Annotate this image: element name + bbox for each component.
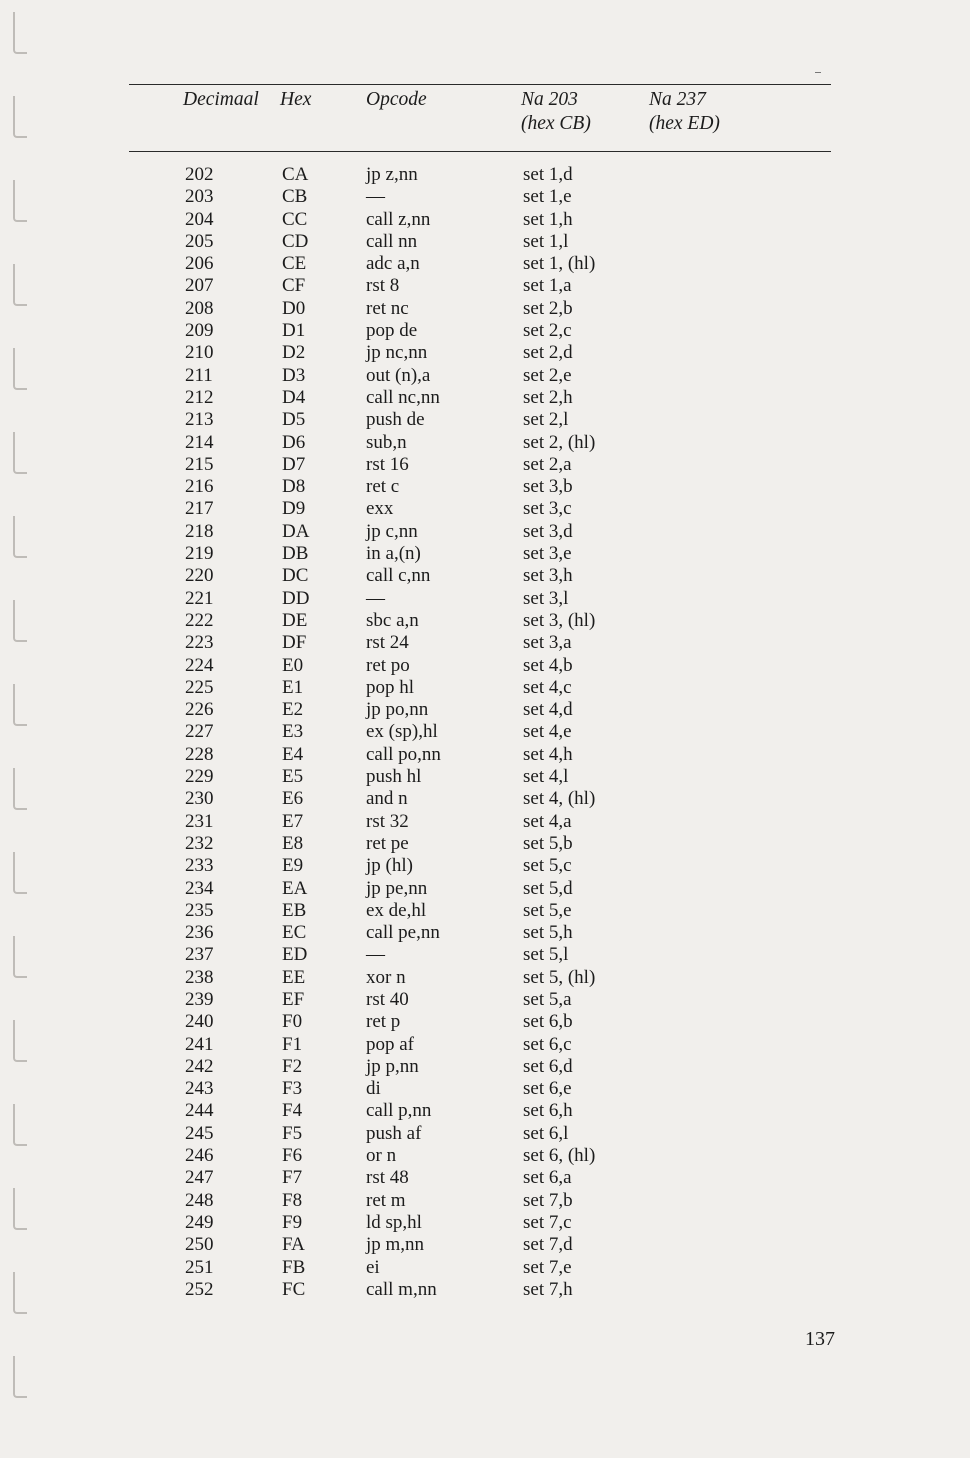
cell-opcode: pop de [366, 320, 418, 342]
cell-decimal: 207 [185, 275, 214, 297]
cell-after-cb: set 5,d [523, 877, 573, 899]
cell-after-cb: set 4, (hl) [523, 788, 596, 810]
table-row [0, 1257, 970, 1279]
cell-hex: D3 [282, 364, 306, 386]
table-row [0, 1078, 970, 1100]
cell-decimal: 217 [185, 498, 214, 520]
table-row [0, 365, 970, 387]
cell-decimal: 237 [185, 944, 214, 966]
table-row [0, 186, 970, 208]
cell-hex: D2 [282, 342, 306, 364]
table-row [0, 1279, 970, 1301]
cell-opcode: ret po [366, 654, 410, 676]
cell-after-cb: set 7,d [523, 1234, 573, 1256]
table-row [0, 632, 970, 654]
table-row [0, 610, 970, 632]
cell-after-cb: set 7,b [523, 1189, 573, 1211]
table-row [0, 320, 970, 342]
header-decimal: Decimaal [183, 89, 259, 110]
cell-hex: CB [282, 186, 308, 208]
header-after-cb-line1: Na 203 [521, 89, 578, 110]
header-opcode: Opcode [366, 89, 427, 110]
cell-after-cb: set 3,e [523, 543, 572, 565]
table-row [0, 1123, 970, 1145]
cell-hex: D0 [282, 297, 306, 319]
table-row [0, 677, 970, 699]
cell-opcode: rst 32 [366, 810, 409, 832]
cell-hex: ED [282, 944, 308, 966]
cell-decimal: 233 [185, 855, 214, 877]
cell-after-cb: set 2,h [523, 386, 573, 408]
cell-opcode: adc a,n [366, 253, 420, 275]
cell-after-cb: set 6,c [523, 1033, 572, 1055]
table-row [0, 521, 970, 543]
cell-after-cb: set 5,e [523, 899, 572, 921]
cell-hex: F6 [282, 1145, 303, 1167]
cell-opcode: — [366, 587, 385, 609]
cell-after-cb: set 7,c [523, 1211, 572, 1233]
cell-opcode: push de [366, 409, 425, 431]
binder-hole-mark [13, 1356, 27, 1398]
cell-hex: D8 [282, 476, 306, 498]
cell-decimal: 225 [185, 676, 214, 698]
cell-hex: DE [282, 609, 308, 631]
cell-after-cb: set 1, (hl) [523, 253, 596, 275]
table-row [0, 1034, 970, 1056]
table-row [0, 699, 970, 721]
cell-after-cb: set 4,a [523, 810, 572, 832]
cell-after-cb: set 5,l [523, 944, 569, 966]
cell-opcode: ret c [366, 476, 400, 498]
cell-after-cb: set 1,d [523, 164, 573, 185]
cell-hex: F4 [282, 1100, 303, 1122]
table-row [0, 1212, 970, 1234]
cell-opcode: ld sp,hl [366, 1211, 422, 1233]
cell-decimal: 242 [185, 1055, 214, 1077]
table-row [0, 342, 970, 364]
header-after-ed [649, 88, 720, 136]
header-after-cb [521, 88, 591, 136]
cell-decimal: 216 [185, 476, 214, 498]
cell-opcode: call p,nn [366, 1100, 432, 1122]
table-row [0, 878, 970, 900]
cell-after-cb: set 6,a [523, 1167, 572, 1189]
cell-opcode: pop af [366, 1033, 415, 1055]
cell-opcode: jp c,nn [366, 520, 418, 542]
header-hex: Hex [280, 89, 312, 110]
cell-opcode: call c,nn [366, 565, 431, 587]
cell-hex: DB [282, 543, 309, 565]
cell-opcode: call z,nn [366, 208, 431, 230]
cell-after-cb: set 2,e [523, 364, 572, 386]
cell-decimal: 249 [185, 1211, 214, 1233]
table-row [0, 164, 970, 186]
cell-decimal: 222 [185, 609, 214, 631]
table-row [0, 967, 970, 989]
cell-decimal: 204 [185, 208, 214, 230]
cell-opcode: sbc a,n [366, 609, 419, 631]
cell-decimal: 244 [185, 1100, 214, 1122]
cell-hex: CC [282, 208, 308, 230]
cell-decimal: 250 [185, 1234, 214, 1256]
table-row [0, 543, 970, 565]
cell-opcode: call pe,nn [366, 922, 440, 944]
cell-decimal: 218 [185, 520, 214, 542]
cell-opcode: ex (sp),hl [366, 721, 438, 743]
cell-opcode: — [366, 944, 385, 966]
cell-hex: FB [282, 1256, 306, 1278]
cell-opcode: call nc,nn [366, 386, 440, 408]
cell-decimal: 211 [185, 364, 213, 386]
cell-after-cb: set 5,h [523, 922, 573, 944]
cell-decimal: 226 [185, 699, 214, 721]
cell-opcode: di [366, 1078, 381, 1100]
print-mark [815, 72, 821, 73]
table-row [0, 922, 970, 944]
cell-decimal: 221 [185, 587, 214, 609]
cell-hex: E8 [282, 832, 304, 854]
cell-after-cb: set 5,b [523, 832, 573, 854]
cell-after-cb: set 6, (hl) [523, 1145, 596, 1167]
table-row [0, 1056, 970, 1078]
cell-after-cb: set 5,c [523, 855, 572, 877]
cell-decimal: 223 [185, 632, 214, 654]
header-after-cb-line2: (hex CB) [521, 113, 591, 134]
cell-hex: D7 [282, 453, 306, 475]
cell-after-cb: set 7,h [523, 1278, 573, 1300]
cell-opcode: or n [366, 1145, 397, 1167]
cell-decimal: 252 [185, 1278, 214, 1300]
cell-opcode: jp po,nn [366, 699, 429, 721]
table-row [0, 788, 970, 810]
cell-hex: F0 [282, 1011, 303, 1033]
cell-opcode: xor n [366, 966, 406, 988]
table-row [0, 833, 970, 855]
cell-hex: EA [282, 877, 308, 899]
cell-decimal: 243 [185, 1078, 214, 1100]
cell-decimal: 220 [185, 565, 214, 587]
cell-opcode: ret nc [366, 297, 409, 319]
table-row [0, 1100, 970, 1122]
cell-opcode: exx [366, 498, 394, 520]
cell-opcode: push af [366, 1122, 422, 1144]
table-row [0, 588, 970, 610]
cell-opcode: sub,n [366, 431, 407, 453]
cell-after-cb: set 4,b [523, 654, 573, 676]
cell-hex: EB [282, 899, 307, 921]
cell-after-cb: set 3,b [523, 476, 573, 498]
cell-decimal: 229 [185, 766, 214, 788]
cell-opcode: ei [366, 1256, 380, 1278]
table-row [0, 1011, 970, 1033]
cell-opcode: ex de,hl [366, 899, 427, 921]
table-row [0, 721, 970, 743]
cell-hex: D6 [282, 431, 306, 453]
cell-opcode: call po,nn [366, 743, 441, 765]
cell-hex: E9 [282, 855, 304, 877]
cell-hex: D9 [282, 498, 306, 520]
cell-decimal: 215 [185, 453, 214, 475]
cell-opcode: call m,nn [366, 1278, 437, 1300]
cell-decimal: 224 [185, 654, 214, 676]
cell-decimal: 230 [185, 788, 214, 810]
cell-decimal: 208 [185, 297, 214, 319]
cell-after-cb: set 6,l [523, 1122, 569, 1144]
cell-opcode: ret m [366, 1189, 406, 1211]
cell-opcode: rst 24 [366, 632, 409, 654]
cell-decimal: 212 [185, 386, 214, 408]
cell-decimal: 248 [185, 1189, 214, 1211]
cell-opcode: call nn [366, 230, 418, 252]
table-header-rule [129, 151, 831, 152]
cell-decimal: 210 [185, 342, 214, 364]
cell-opcode: jp z,nn [366, 164, 418, 185]
cell-hex: FA [282, 1234, 305, 1256]
cell-opcode: pop hl [366, 676, 415, 698]
cell-after-cb: set 2,b [523, 297, 573, 319]
cell-after-cb: set 1,l [523, 230, 569, 252]
cell-after-cb: set 3,d [523, 520, 573, 542]
cell-hex: CA [282, 164, 309, 185]
table-row [0, 944, 970, 966]
cell-hex: D1 [282, 320, 306, 342]
cell-after-cb: set 6,e [523, 1078, 572, 1100]
cell-decimal: 228 [185, 743, 214, 765]
cell-after-cb: set 5, (hl) [523, 966, 596, 988]
opcode-table-body [0, 164, 970, 1301]
cell-after-cb: set 4,h [523, 743, 573, 765]
cell-opcode: jp p,nn [366, 1055, 419, 1077]
cell-hex: DF [282, 632, 307, 654]
cell-after-cb: set 3,h [523, 565, 573, 587]
cell-decimal: 247 [185, 1167, 214, 1189]
cell-decimal: 251 [185, 1256, 214, 1278]
cell-decimal: 231 [185, 810, 214, 832]
header-after-ed-line2: (hex ED) [649, 113, 720, 134]
table-row [0, 432, 970, 454]
table-row [0, 811, 970, 833]
cell-hex: F8 [282, 1189, 303, 1211]
cell-hex: E7 [282, 810, 304, 832]
cell-opcode: ret pe [366, 832, 409, 854]
cell-hex: F2 [282, 1055, 303, 1077]
cell-opcode: rst 16 [366, 453, 409, 475]
cell-decimal: 246 [185, 1145, 214, 1167]
cell-hex: E2 [282, 699, 304, 721]
cell-decimal: 203 [185, 186, 214, 208]
cell-hex: FC [282, 1278, 306, 1300]
cell-after-cb: set 3,l [523, 587, 569, 609]
cell-hex: CE [282, 253, 307, 275]
cell-decimal: 235 [185, 899, 214, 921]
cell-after-cb: set 3,a [523, 632, 572, 654]
cell-hex: EE [282, 966, 306, 988]
cell-decimal: 245 [185, 1122, 214, 1144]
cell-decimal: 205 [185, 230, 214, 252]
cell-after-cb: set 6,b [523, 1011, 573, 1033]
cell-after-cb: set 3, (hl) [523, 609, 596, 631]
cell-after-cb: set 2, (hl) [523, 431, 596, 453]
table-row [0, 409, 970, 431]
cell-opcode: rst 48 [366, 1167, 409, 1189]
cell-decimal: 241 [185, 1033, 214, 1055]
cell-hex: CD [282, 230, 309, 252]
cell-opcode: jp nc,nn [366, 342, 428, 364]
table-row [0, 565, 970, 587]
cell-opcode: in a,(n) [366, 543, 421, 565]
cell-after-cb: set 4,c [523, 676, 572, 698]
cell-opcode: rst 40 [366, 988, 409, 1010]
cell-decimal: 209 [185, 320, 214, 342]
cell-hex: DD [282, 587, 310, 609]
table-row [0, 766, 970, 788]
cell-hex: E5 [282, 766, 304, 788]
cell-opcode: ret p [366, 1011, 401, 1033]
cell-after-cb: set 1,h [523, 208, 573, 230]
cell-hex: E1 [282, 676, 304, 698]
table-row [0, 209, 970, 231]
cell-hex: E3 [282, 721, 304, 743]
table-row [0, 1167, 970, 1189]
binder-hole-mark [13, 12, 27, 54]
cell-after-cb: set 4,d [523, 699, 573, 721]
table-row [0, 1234, 970, 1256]
cell-decimal: 214 [185, 431, 214, 453]
page-number: 137 [805, 1328, 835, 1350]
cell-decimal: 240 [185, 1011, 214, 1033]
binder-hole-mark [13, 96, 27, 138]
table-row [0, 989, 970, 1011]
cell-hex: DA [282, 520, 310, 542]
cell-hex: EF [282, 988, 305, 1010]
cell-after-cb: set 5,a [523, 988, 572, 1010]
table-row [0, 1145, 970, 1167]
table-row [0, 855, 970, 877]
cell-decimal: 232 [185, 832, 214, 854]
table-top-rule [129, 84, 831, 85]
cell-after-cb: set 2,l [523, 409, 569, 431]
cell-hex: E4 [282, 743, 304, 765]
table-row [0, 275, 970, 297]
cell-after-cb: set 7,e [523, 1256, 572, 1278]
cell-hex: F3 [282, 1078, 303, 1100]
table-row [0, 253, 970, 275]
cell-opcode: jp pe,nn [366, 877, 428, 899]
cell-decimal: 213 [185, 409, 214, 431]
cell-hex: DC [282, 565, 309, 587]
cell-opcode: and n [366, 788, 408, 810]
cell-decimal: 202 [185, 164, 214, 185]
cell-opcode: out (n),a [366, 364, 431, 386]
cell-after-cb: set 3,c [523, 498, 572, 520]
cell-decimal: 227 [185, 721, 214, 743]
table-row [0, 387, 970, 409]
cell-after-cb: set 2,d [523, 342, 573, 364]
cell-hex: D5 [282, 409, 306, 431]
cell-opcode: jp m,nn [366, 1234, 425, 1256]
cell-hex: E0 [282, 654, 304, 676]
cell-after-cb: set 4,e [523, 721, 572, 743]
cell-after-cb: set 1,a [523, 275, 572, 297]
cell-opcode: jp (hl) [366, 855, 413, 877]
table-row [0, 1190, 970, 1212]
table-row [0, 298, 970, 320]
cell-decimal: 239 [185, 988, 214, 1010]
cell-after-cb: set 4,l [523, 766, 569, 788]
cell-decimal: 219 [185, 543, 214, 565]
header-after-ed-line1: Na 237 [649, 89, 706, 110]
table-row [0, 744, 970, 766]
cell-hex: F9 [282, 1211, 303, 1233]
cell-decimal: 236 [185, 922, 214, 944]
table-row [0, 655, 970, 677]
cell-hex: E6 [282, 788, 304, 810]
cell-opcode: rst 8 [366, 275, 400, 297]
cell-after-cb: set 6,h [523, 1100, 573, 1122]
table-row [0, 476, 970, 498]
cell-hex: EC [282, 922, 307, 944]
cell-hex: D4 [282, 386, 306, 408]
cell-hex: F7 [282, 1167, 303, 1189]
cell-hex: F1 [282, 1033, 303, 1055]
cell-decimal: 206 [185, 253, 214, 275]
table-row [0, 454, 970, 476]
cell-decimal: 238 [185, 966, 214, 988]
cell-after-cb: set 6,d [523, 1055, 573, 1077]
cell-after-cb: set 2,a [523, 453, 572, 475]
cell-hex: F5 [282, 1122, 303, 1144]
table-row [0, 498, 970, 520]
table-row [0, 231, 970, 253]
cell-opcode: — [366, 186, 385, 208]
cell-opcode: push hl [366, 766, 422, 788]
cell-hex: CF [282, 275, 306, 297]
table-row [0, 900, 970, 922]
cell-decimal: 234 [185, 877, 214, 899]
cell-after-cb: set 1,e [523, 186, 572, 208]
cell-after-cb: set 2,c [523, 320, 572, 342]
